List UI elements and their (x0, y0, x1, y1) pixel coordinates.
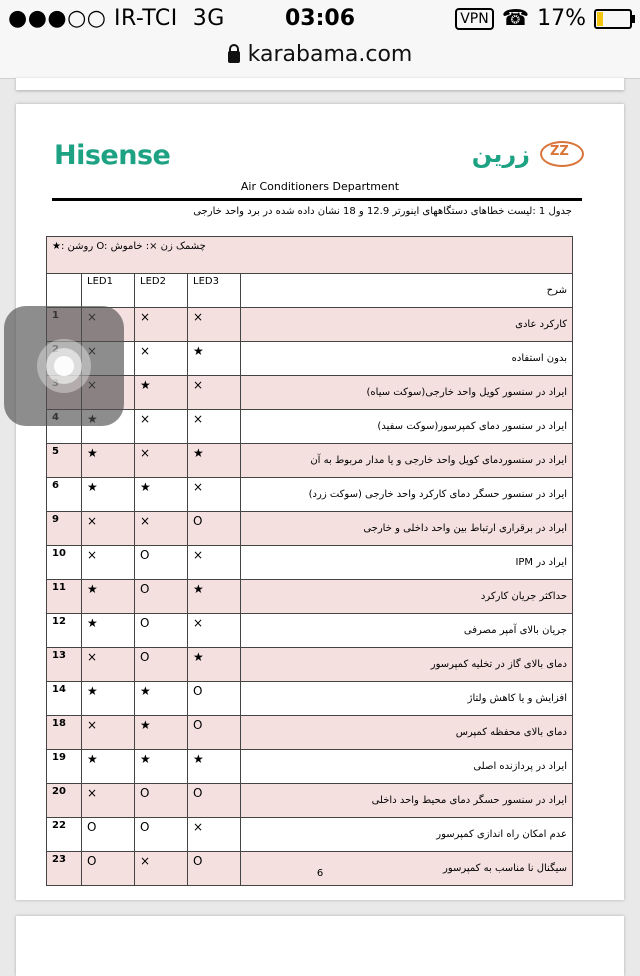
table-row (47, 342, 573, 376)
table-row (47, 648, 573, 682)
row-description: ایراد در IPM (241, 546, 573, 580)
led2-state: × (135, 512, 188, 546)
header-led3: LED3 (188, 274, 241, 308)
row-number: 12 (47, 614, 82, 648)
led1-state: × (82, 512, 135, 546)
led2-state: ★ (135, 716, 188, 750)
zarin-logo (472, 140, 584, 168)
led3-state: × (188, 410, 241, 444)
row-description: بدون استفاده (241, 342, 573, 376)
error-code-table (46, 236, 573, 886)
led1-state: ★ (82, 444, 135, 478)
led2-state: ★ (135, 376, 188, 410)
status-time: 03:06 (284, 6, 356, 31)
table-row (47, 818, 573, 852)
row-description: ایراد در سنسوردمای کویل واحد خارجی و یا مدار مربوط به آن (241, 444, 573, 478)
led3-state: ★ (188, 750, 241, 784)
header-desc: شرح (241, 274, 573, 308)
row-description: سیگنال نا مناسب به کمپرسور (241, 852, 573, 886)
legend-row (47, 237, 573, 274)
row-number: 14 (47, 682, 82, 716)
row-number: 11 (47, 580, 82, 614)
assistive-touch-button[interactable] (4, 306, 124, 426)
header-num (47, 274, 82, 308)
table-row (47, 750, 573, 784)
table-row (47, 546, 573, 580)
row-number: 18 (47, 716, 82, 750)
carrier-name: IR-TCI (113, 6, 178, 31)
row-description: ایراد در سنسور حسگر دمای کارکرد واحد خارجی (سوکت زرد) (241, 478, 573, 512)
led1-state: ★ (82, 750, 135, 784)
row-number: 10 (47, 546, 82, 580)
row-description: ایراد در سنسور کویل واحد خارجی(سوکت سیاه) (241, 376, 573, 410)
previous-page-edge (16, 78, 624, 90)
table-row (47, 410, 573, 444)
led3-state: ★ (188, 444, 241, 478)
led3-state: × (188, 376, 241, 410)
signal-dots: ●●●○○ (8, 6, 107, 31)
row-description: افزایش و یا کاهش ولتاژ (241, 682, 573, 716)
led2-state: O (135, 818, 188, 852)
zarin-mark-icon (540, 141, 584, 167)
led3-state: O (188, 852, 241, 886)
table-row (47, 614, 573, 648)
led3-state: ★ (188, 648, 241, 682)
led3-state: × (188, 546, 241, 580)
led2-state: O (135, 648, 188, 682)
led3-state: × (188, 478, 241, 512)
table-row (47, 478, 573, 512)
led1-state: × (82, 784, 135, 818)
led3-state: × (188, 308, 241, 342)
row-description: ایراد در سنسور دمای کمپرسور(سوکت سفید) (241, 410, 573, 444)
row-number: 19 (47, 750, 82, 784)
url-text[interactable]: karabama.com (247, 42, 413, 67)
row-number: 5 (47, 444, 82, 478)
led2-state: ★ (135, 478, 188, 512)
page-number: 6 (316, 868, 324, 879)
led1-state: O (82, 818, 135, 852)
battery-fill (597, 12, 603, 26)
header-led1: LED1 (82, 274, 135, 308)
network-type: 3G (192, 6, 225, 31)
led2-state: ★ (135, 682, 188, 716)
table-row (47, 444, 573, 478)
row-number: 6 (47, 478, 82, 512)
row-number: 13 (47, 648, 82, 682)
led1-state: × (82, 546, 135, 580)
led2-state: O (135, 546, 188, 580)
zarin-logo-text: زرین (471, 140, 530, 168)
led1-state: ★ (82, 614, 135, 648)
row-number: 22 (47, 818, 82, 852)
led2-state: ★ (135, 750, 188, 784)
battery-icon (594, 9, 632, 29)
led2-state: O (135, 784, 188, 818)
led3-state: × (188, 818, 241, 852)
department-title: Air Conditioners Department (240, 180, 400, 193)
table-row (47, 512, 573, 546)
document-page (16, 104, 624, 900)
row-description: عدم امکان راه اندازی کمپرسور (241, 818, 573, 852)
led1-state: × (82, 648, 135, 682)
row-description: ایراد در سنسور حسگر دمای محیط واحد داخلی (241, 784, 573, 818)
led1-state: ★ (82, 478, 135, 512)
status-right (455, 6, 632, 31)
hisense-logo: Hisense (54, 140, 171, 171)
led3-state: O (188, 784, 241, 818)
row-description: ایراد در پردازنده اصلی (241, 750, 573, 784)
row-number: 20 (47, 784, 82, 818)
led3-state: ★ (188, 342, 241, 376)
row-number: 9 (47, 512, 82, 546)
led1-state: ★ (82, 682, 135, 716)
led1-state: ★ (82, 580, 135, 614)
row-description: دمای بالای گاز در تخلیه کمپرسور (241, 648, 573, 682)
lock-icon (228, 51, 240, 63)
table-row (47, 716, 573, 750)
header-row (47, 274, 573, 308)
led2-state: × (135, 308, 188, 342)
table-row (47, 682, 573, 716)
led2-state: O (135, 614, 188, 648)
led3-state: O (188, 716, 241, 750)
battery-percent: 17% (537, 6, 586, 31)
assistive-touch-icon (37, 339, 91, 393)
address-bar[interactable] (0, 40, 640, 79)
row-description: جریان بالای آمپر مصرفی (241, 614, 573, 648)
vpn-badge: VPN (455, 8, 494, 30)
row-number: 23 (47, 852, 82, 886)
led2-state: × (135, 852, 188, 886)
led1-state: O (82, 852, 135, 886)
header-rule (52, 198, 582, 201)
legend-cell: ★: روشن O: چشمک زن ×: خاموش (47, 237, 573, 274)
row-description: دمای بالای محفظه کمپرس (241, 716, 573, 750)
led2-state: × (135, 410, 188, 444)
status-bar (0, 0, 640, 40)
table-row (47, 580, 573, 614)
row-description: حداکثر جریان کارکرد (241, 580, 573, 614)
table-row (47, 784, 573, 818)
led2-state: × (135, 444, 188, 478)
row-description: ایراد در برقراری ارتباط بین واحد داخلی و خارجی (241, 512, 573, 546)
led1-state: × (82, 716, 135, 750)
led2-state: O (135, 580, 188, 614)
row-description: کارکرد عادی (241, 308, 573, 342)
led2-state: × (135, 342, 188, 376)
led3-state: O (188, 512, 241, 546)
phone-icon: ☎ (501, 6, 530, 31)
next-page-edge (16, 916, 624, 976)
table-row (47, 308, 573, 342)
led3-state: × (188, 614, 241, 648)
table-row (47, 376, 573, 410)
led3-state: ★ (188, 580, 241, 614)
table-caption: جدول 1 :لیست خطاهای دستگاههای اینورتر 12.9 و 18 نشان داده شده در برد واحد خارجی (193, 206, 572, 217)
header-led2: LED2 (135, 274, 188, 308)
led3-state: O (188, 682, 241, 716)
